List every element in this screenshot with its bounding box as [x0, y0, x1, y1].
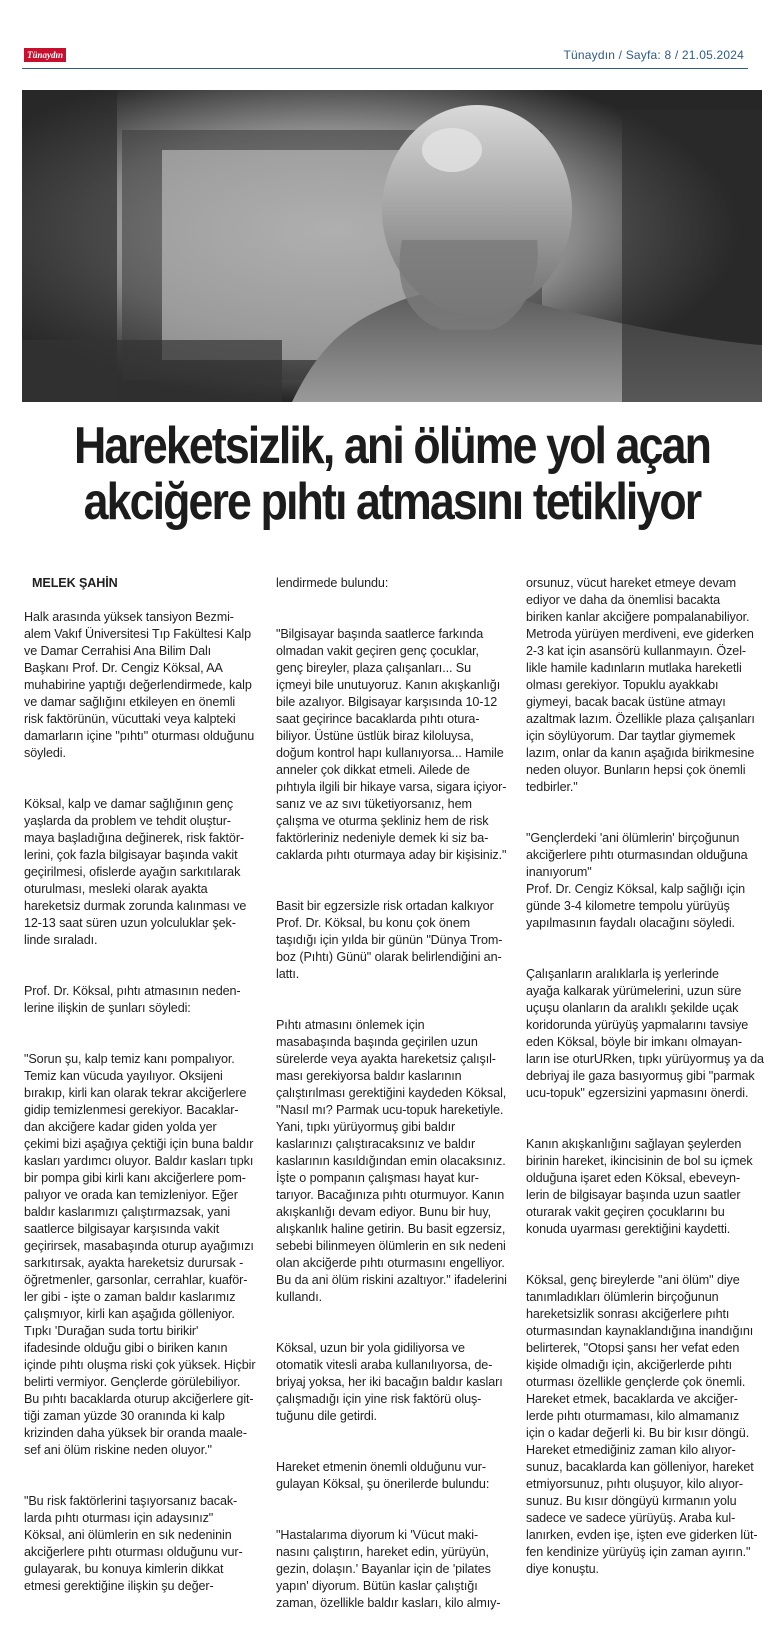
headline-line-1: Hareketsizlik, ani ölüme yol açan — [74, 417, 710, 475]
woman-at-computer-image — [22, 90, 762, 402]
paragraph: Pıhtı atmasını önlemek için masabaşında başında geçirilen uzun sürelerde veya ayakta hareketsiz çalışıl- ması gerekiyorsa baldır kaslarının çalıştırılması gerektiğini kaydeden Köksal, "Nasıl mı? Parmak ucu-topuk hareketiyle. Yani, tıpkı yürüyormuş gibi baldır kaslarınızı çalıştıracaksınız ve baldır kaslarının kasıldığından emin olacaksınız. İşte o pompanın çalışması hayat kur- tarıyor. Bacağınıza pıhtı oturmuyor. Kanın akışkanlığı devam ediyor. Bunu bir huy, alışkanlık haline getirin. Bu basit egzersiz, sebebi bilinmeyen ölümlerin en sık nedeni olan akciğerde pıhtı oturmasını engelliyor. Bu da ani ölüm riskini azaltıyor." ifadelerini kullandı. — [276, 1018, 507, 1304]
paragraph: Kanın akışkanlığını sağlayan şeylerden birinin hareket, ikincisinin de bol su içmek olduğuna işaret eden Köksal, ebeveyn- lerin de bilgisayar başında uzun saatler oturarak vakit geçiren çocuklarını bu konuda uyarması gerektiğini kaydetti. — [526, 1137, 753, 1236]
paragraph: Çalışanların aralıklarla iş yerlerinde ayağa kalkarak yürümelerini, uzun süre uçuşu olanların da aralıklı şekilde uçak koridorunda yürüyüş yapmalarını tavsiye eden Köksal, böyle bir imkanı olmayan- ların ise oturURken, tıpkı yürüyormuş ya da debriyaj ile gaza basıyormuş gibi "parmak ucu-topuk" egzersizini yapmasını önerdi. — [526, 967, 764, 1100]
paragraph: "Gençlerdeki 'ani ölümlerin' birçoğunun akciğerlere pıhtı oturmasından olduğuna inanıyorum" Prof. Dr. Cengiz Köksal, kalp sağlığı için günde 3-4 kilometre tempolu yürüyüş yapılmasının faydalı olacağını söyledi. — [526, 831, 748, 930]
headline-line-2: akciğere pıhtı atmasını tetikliyor — [83, 473, 701, 531]
paragraph: Halk arasında yüksek tansiyon Bezmi- alem Vakıf Üniversitesi Tıp Fakültesi Kalp ve Damar Cerrahisi Ana Bilim Dalı Başkanı Prof. Dr. Cengiz Köksal, AA muhabirine yaptığı değerlendirmede, kalp ve damar sağlığını etkileyen en önemli risk faktörünün, vücuttaki veya kalpteki damarların içine "pıhtı" oturması olduğunu söyledi. — [24, 610, 255, 760]
text-column-2 — [276, 558, 514, 1629]
paragraph: Basit bir egzersizle risk ortadan kalkıyor Prof. Dr. Köksal, bu konu çok önem taşıdığı için yılda bir günün "Dünya Trom- boz (Pıhtı) Günü" olarak belirlendiğini an- lattı. — [276, 899, 503, 981]
paragraph: Köksal, uzun bir yola gidiliyorsa ve otomatik vitesli araba kullanılıyorsa, de- briyaj yoksa, her iki bacağın baldır kasları çalışmadığı için yine risk faktörü oluş- tuğunu dile getirdi. — [276, 1341, 503, 1423]
page-header — [0, 0, 770, 70]
page-info: Tünaydın / Sayfa: 8 / 21.05.2024 — [563, 48, 744, 62]
paragraph: orsunuz, vücut hareket etmeye devam ediyor ve daha da önemlisi bacakta biriken kanlar akciğere pompalanabiliyor. Metroda yürüyen merdiveni, eve giderken 2-3 kat için asansörü kullanmayın. Özel- likle hamile kadınların mutlaka hareketli olması gerekiyor. Topuklu ayakkabı giymeyi, bacak bacak üstüne atmayı azaltmak lazım. Özellikle plaza çalışanları için söylüyorum. Dar taytlar giymemek lazım, onlar da kanın aşağıda birikmesine neden oluyor. Bunların hepsi çok önemli tedbirler." — [526, 576, 755, 794]
paragraph: Köksal, kalp ve damar sağlığının genç yaşlarda da problem ve tehdit oluştur- maya başladığına değinerek, risk faktör- lerini, çok fazla bilgisayar başında vakit geçirilmesi, ofislerde ayağın sarkıtılarak oturulması, mesleki olarak ayakta hareketsiz durmak zorunda kalınması ve 12-13 saat süren uzun yolculuklar şek- linde sıraladı. — [24, 797, 247, 947]
paragraph: Köksal, genç bireylerde "ani ölüm" diye tanımladıkları ölümlerin birçoğunun hareketsizlik sonrası akciğerlere pıhtı oturmasından kaynaklandığına inandığını belirterek, "Otopsi şansı her vefat eden kişide olmadığı için, akciğerlerde pıhtı oturması özellikle gençlerde çok önemli. Hareket etmek, bacaklarda ve akciğer- lerde pıhtı oturmaması, kilo almamanız için o kadar değerli ki. Bu bir kısır döngü. Hareket etmediğiniz zaman kilo alıyor- sunuz, bacaklarda kan gölleniyor, hareket etmiyorsunuz, pıhtı oluşuyor, kilo alıyor- sunuz. Bu kısır döngüyü kırmanın yolu sadece ve sadece yürüyüş. Araba kul- lanırken, evden işe, işten eve giderken lüt- fen kendinize yürüyüş için zaman ayırın." diye konuştu. — [526, 1273, 758, 1576]
text-column-3 — [526, 558, 766, 1595]
newspaper-logo: Tünaydın — [24, 48, 66, 62]
header-divider — [22, 68, 748, 69]
text-column-1 — [24, 558, 266, 1612]
article-headline — [74, 418, 710, 530]
paragraph: "Sorun şu, kalp temiz kanı pompalıyor. Temiz kan vücuda yayılıyor. Oksijeni bırakıp, kirli kan olarak tekrar akciğerlere gidip temizlenmesi gerekiyor. Bacaklar- dan akciğere kadar giden yolda yer çekimi bizi aşağıya çektiği için buna baldır kasları yardımcı oluyor. Baldır kasları tıpkı bir pompa gibi kirli kanı akciğerlere pom- palıyor ve orada kan temizleniyor. Eğer baldır kaslarımızı çalıştırmazsak, yani saatlerce bilgisayar karşısında vakit geçirirsek, masabaşında oturup ayağımızı sarkıtırsak, ayakta hareketsiz durursak - öğretmenler, garsonlar, cerrahlar, kuaför- ler gibi - işte o zaman baldır kaslarımız çalışmıyor, kirli kan aşağıda gölleniyor. Tıpkı 'Durağan suda tortu birikir' ifadesinde olduğu gibi o biriken kanın içinde pıhtı oluşma riski çok yüksek. Hiçbir belirti vermiyor. Gençlerde görülebiliyor. Bu pıhtı bacaklarda oturup akciğerlere git- tiği zaman yüzde 30 oranında ki kalp krizinden daha yüksek bir oranda maale- sef ani ölüm riskine neden oluyor." — [24, 1052, 256, 1457]
paragraph: Prof. Dr. Köksal, pıhtı atmasının neden- lerine ilişkin de şunları söyledi: — [24, 984, 241, 1015]
byline: MELEK ŞAHİN — [32, 576, 118, 590]
article-photo — [22, 90, 762, 402]
paragraph: lendirmede bulundu: — [276, 576, 389, 590]
paragraph: "Bilgisayar başında saatlerce farkında olmadan vakit geçiren genç çocuklar, genç bireyler, plaza çalışanları... Su içmeyi bile unutuyoruz. Kanın akışkanlığı bile azalıyor. Bilgisayar karşısında 10-12 saat geçirince bacaklarda pıhtı otura- biliyor. Üstüne üstlük biraz kiloluysa, doğum kontrol hapı kullanıyorsa... Hamile anneler çok dikkat etmeli. Ailede de pıhtıyla ilgili bir hikaye varsa, sigara içiyor- sanız ve az sıvı tüketiyorsanız, hem çalışma ve oturma şekliniz hem de risk faktörleriniz nedeniyle demek ki siz ba- caklarda pıhtı oturmaya aday bir kişisiniz." — [276, 627, 507, 862]
paragraph: Hareket etmenin önemli olduğunu vur- gulayan Köksal, şu önerilerde bulundu: — [276, 1460, 490, 1491]
paragraph: "Bu risk faktörlerini taşıyorsanız bacak- larda pıhtı oturması için adaysınız" Köksal, ani ölümlerin en sık nedeninin akciğerlere pıhtı oturması olduğunu vur- gulayarak, bu konuya kimlerin dikkat etmesi gerektiğine ilişkin şu değer- — [24, 1494, 243, 1593]
paragraph: "Hastalarıma diyorum ki 'Vücut maki- nasını çalıştırın, hareket edin, yürüyün, gezin, dolaşın.' Bayanlar için de 'pilates yapın' diyorum. Bütün kaslar çalıştığı zaman, özellikle baldır kasları, kilo almıy- — [276, 1528, 501, 1610]
